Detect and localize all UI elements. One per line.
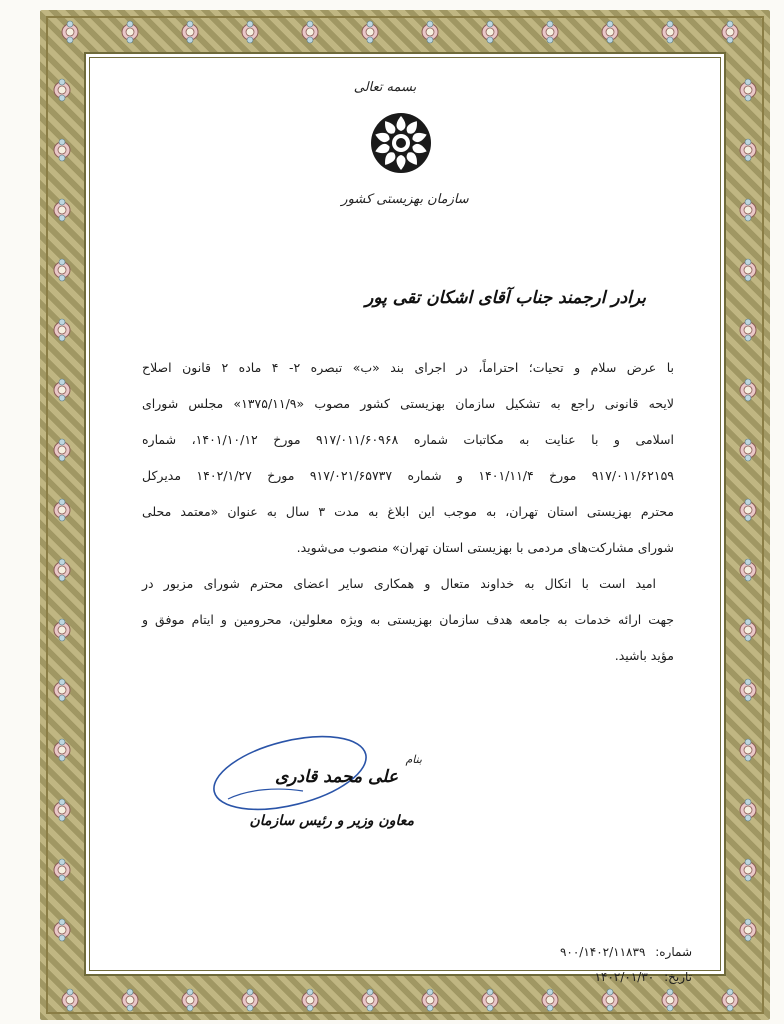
bismillah-heading: بسمه تعالی	[353, 80, 417, 95]
number-label: شماره:	[655, 945, 692, 959]
date-label: تاریخ:	[664, 970, 692, 984]
body-line: امید است با اتکال به خداوند متعال و همکاری سایر اعضای محترم شورای مزبور در	[142, 576, 656, 591]
addressee-line: برادر ارجمند جناب آقای اشکان تقی پور	[365, 288, 646, 308]
body-line: با عرض سلام و تحیات؛ احتراماً، در اجرای بند «ب» تبصره ۲- ۴ ماده ۲ قانون اصلاح	[142, 360, 675, 375]
number-value: ۹۰۰/۱۴۰۲/۱۱۸۳۹	[559, 945, 646, 959]
signatory-name: علی محمد قادری	[274, 767, 398, 787]
organization-name: سازمان بهزیستی کشور	[341, 192, 469, 207]
welfare-organization-logo-icon	[370, 112, 432, 174]
body-line: لایحه قانونی راجع به تشکیل سازمان بهزیستی کشور مصوب «۱۳۷۵/۱۱/۹» مجلس شورای	[142, 396, 674, 411]
letter-number	[512, 945, 692, 959]
signature-label: بنام	[405, 753, 422, 766]
body-line: شورای مشارکت‌های مردمی با بهزیستی استان تهران» منصوب می‌شوید.	[296, 540, 674, 555]
signatory-title: معاون وزیر و رئیس سازمان	[249, 813, 414, 829]
body-line: اسلامی و با عنایت به مکاتبات شماره ۹۱۷/۰۱۱/۶۰۹۶۸ مورخ ۱۴۰۱/۱۰/۱۲، شماره	[142, 432, 674, 447]
body-line: جهت ارائه خدمات به جامعه هدف سازمان بهزیستی به ویژه معلولین، محرومین و ایتام موفق و	[142, 612, 674, 627]
signature-block	[208, 715, 428, 845]
date-value: ۱۴۰۲/۰۱/۳۰	[594, 970, 655, 984]
letter-date	[512, 970, 692, 984]
body-line: محترم بهزیستی استان تهران، به موجب این ابلاغ به مدت ۳ سال به عنوان «معتمد محلی	[142, 504, 674, 519]
body-line: ۹۱۷/۰۱۱/۶۲۱۵۹ مورخ ۱۴۰۱/۱۱/۴ و شماره ۹۱۷/۰۲۱/۶۵۷۳۷ مورخ ۱۴۰۲/۱/۲۷ مدیرکل	[142, 468, 674, 483]
letter-body	[142, 356, 674, 680]
body-line: مؤید باشید.	[614, 648, 674, 663]
